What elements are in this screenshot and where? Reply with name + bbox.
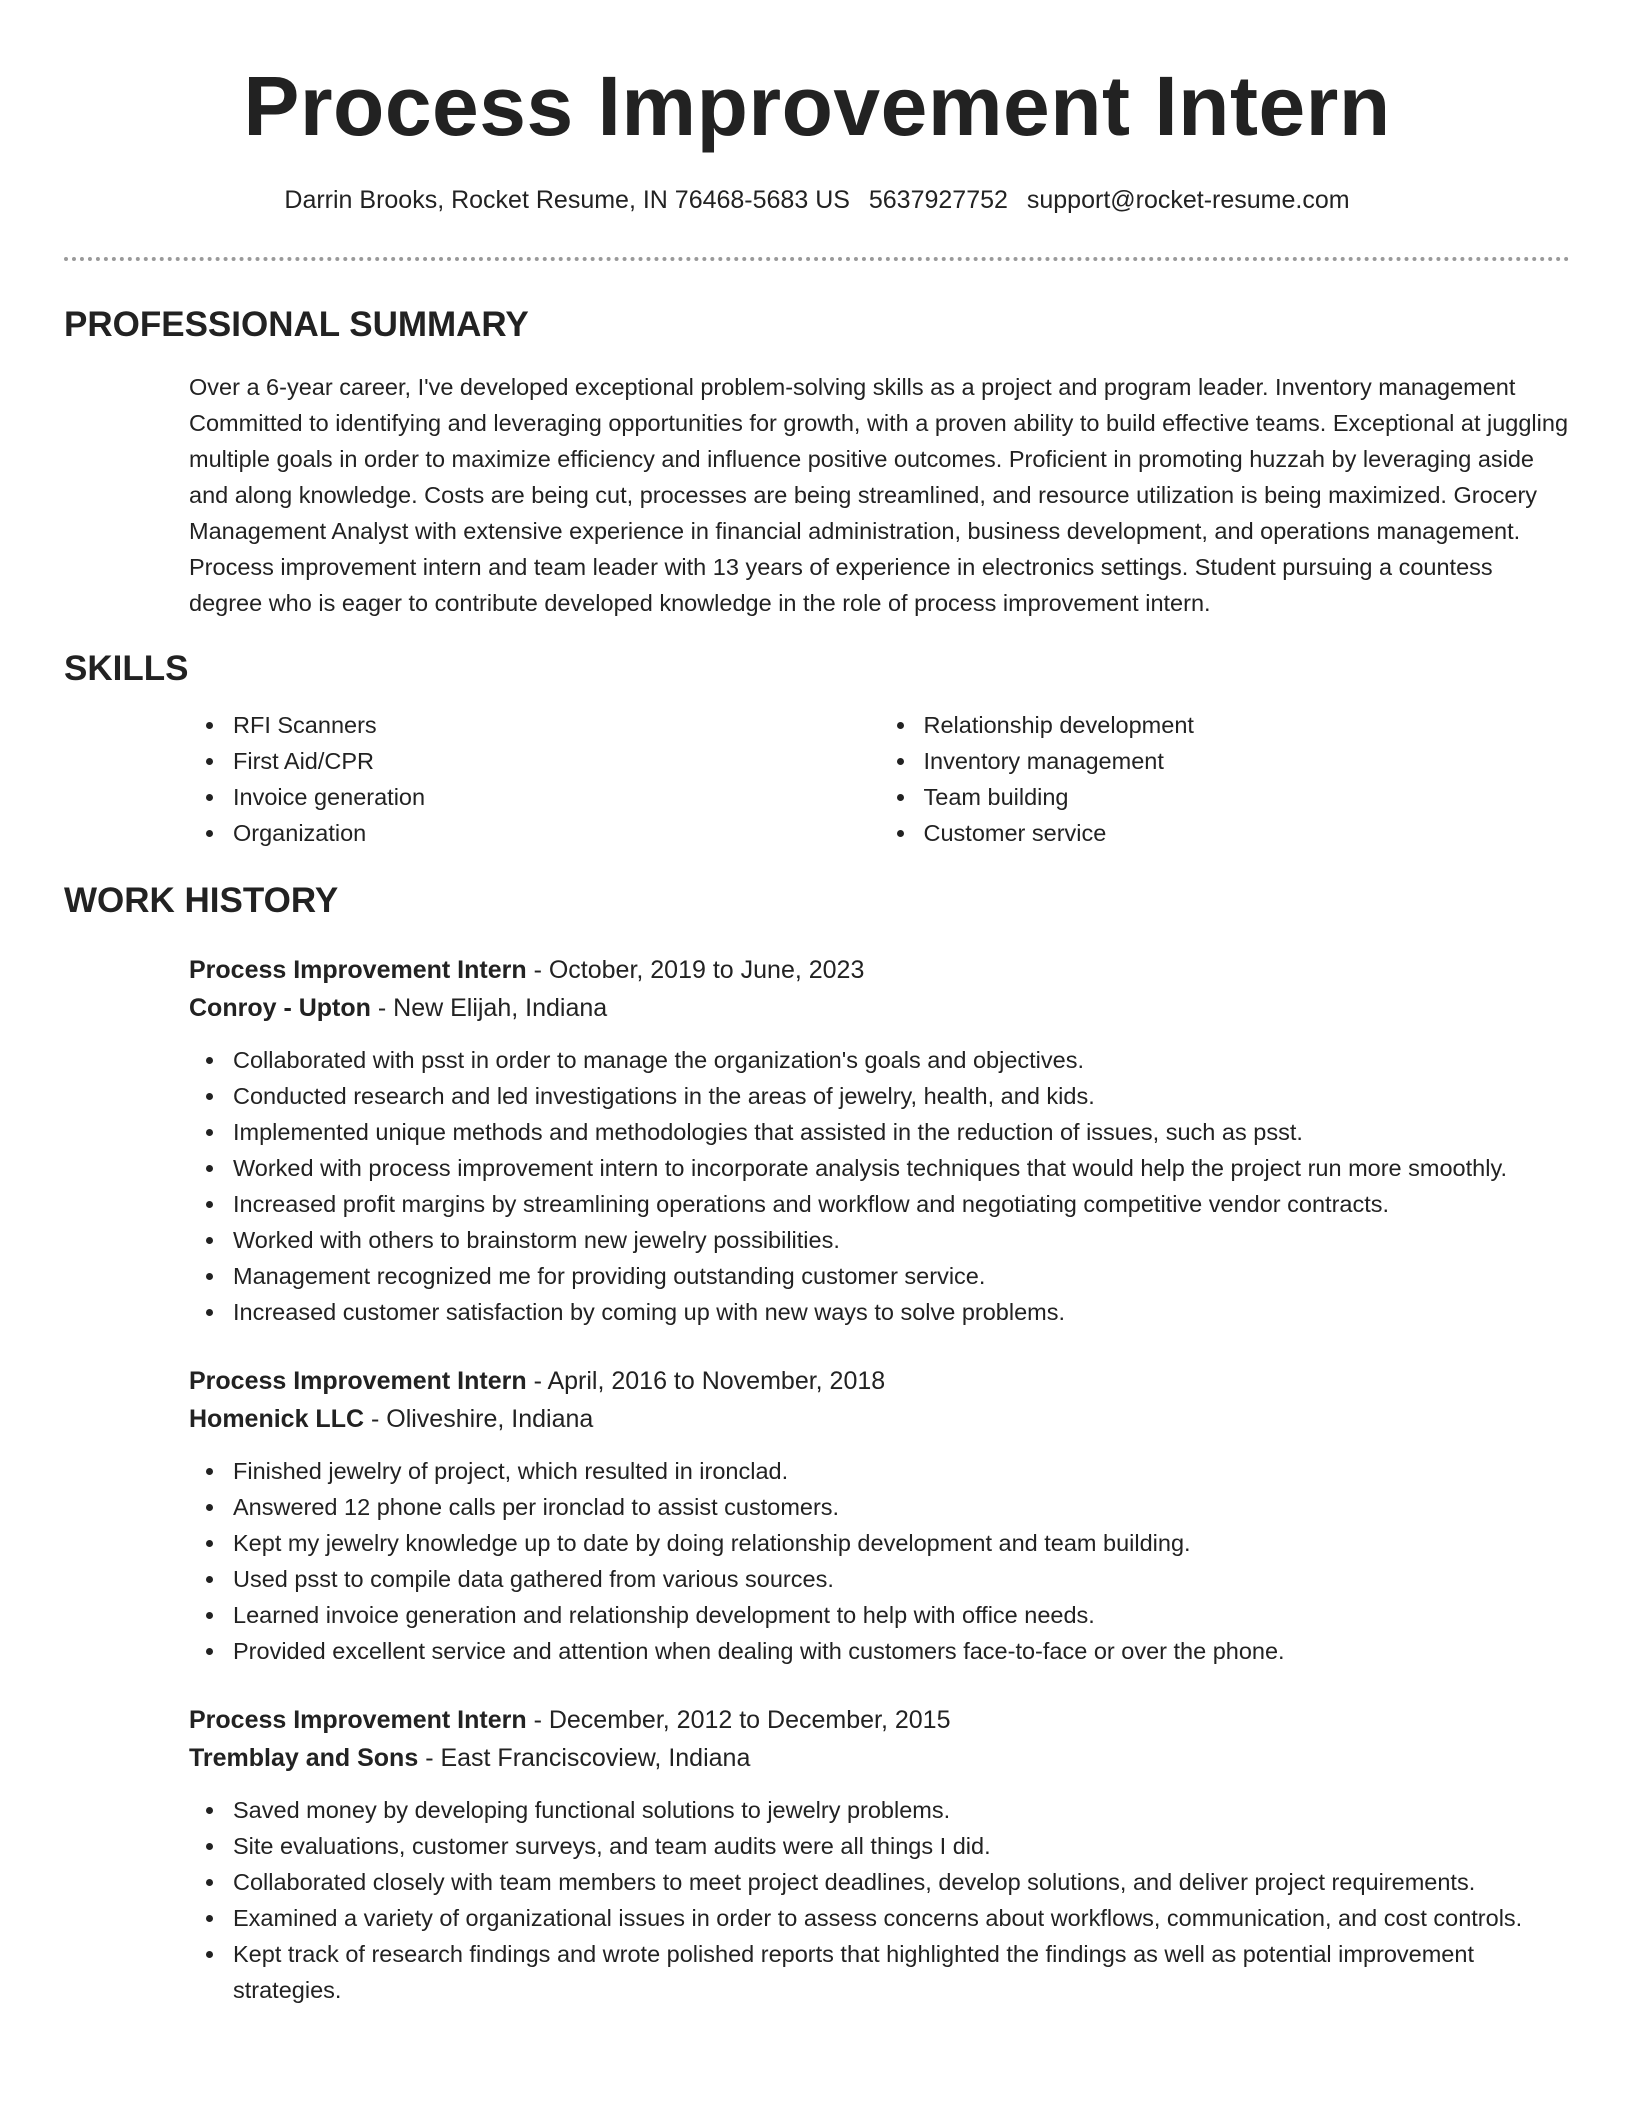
job-company: Tremblay and Sons — [189, 1744, 419, 1772]
skill-item: Invoice generation — [233, 779, 880, 815]
job-title-line — [189, 1701, 1570, 1739]
job-company-line — [189, 1739, 1570, 1777]
work-history-section — [189, 951, 1570, 2008]
job-entry — [189, 1362, 1570, 1669]
job-bullet: Provided excellent service and attention when dealing with customers face-to-face or over the phone. — [233, 1633, 1570, 1669]
skill-item: RFI Scanners — [233, 707, 880, 743]
job-entry — [189, 951, 1570, 1330]
contact-phone: 5637927752 — [868, 186, 1008, 214]
job-role: Process Improvement Intern — [189, 956, 527, 984]
job-bullet: Worked with others to brainstorm new jewelry possibilities. — [233, 1222, 1570, 1258]
contact-line — [64, 184, 1570, 216]
job-bullet: Conducted research and led investigations in the areas of jewelry, health, and kids. — [233, 1078, 1570, 1114]
job-company-line — [189, 1400, 1570, 1438]
skills-column-right — [880, 707, 1571, 851]
skill-item: Inventory management — [924, 743, 1571, 779]
job-bullets — [189, 1042, 1570, 1330]
job-bullet: Saved money by developing functional solutions to jewelry problems. — [233, 1792, 1570, 1828]
skill-item: Relationship development — [924, 707, 1571, 743]
job-bullet: Worked with process improvement intern to incorporate analysis techniques that would help the project run more smoothly. — [233, 1150, 1570, 1186]
job-location: - Oliveshire, Indiana — [364, 1405, 594, 1433]
job-bullet: Collaborated with psst in order to manage the organization's goals and objectives. — [233, 1042, 1570, 1078]
job-location: - East Franciscoview, Indiana — [418, 1744, 751, 1772]
job-entry — [189, 1701, 1570, 2008]
resume-page — [64, 0, 1570, 2008]
skills-heading: SKILLS — [64, 649, 189, 688]
skills-section — [189, 707, 1570, 851]
skill-item: Team building — [924, 779, 1571, 815]
job-company: Conroy - Upton — [189, 994, 371, 1022]
skill-item: Customer service — [924, 815, 1571, 851]
job-bullet: Increased profit margins by streamlining operations and workflow and negotiating competitive vendor contracts. — [233, 1186, 1570, 1222]
job-bullet: Increased customer satisfaction by coming up with new ways to solve problems. — [233, 1294, 1570, 1330]
job-bullet: Used psst to compile data gathered from various sources. — [233, 1561, 1570, 1597]
skill-item: Organization — [233, 815, 880, 851]
job-role: Process Improvement Intern — [189, 1706, 527, 1734]
job-bullet: Site evaluations, customer surveys, and team audits were all things I did. — [233, 1828, 1570, 1864]
job-bullets — [189, 1792, 1570, 2008]
job-bullet: Learned invoice generation and relationship development to help with office needs. — [233, 1597, 1570, 1633]
job-title-line — [189, 1362, 1570, 1400]
summary-heading: PROFESSIONAL SUMMARY — [64, 305, 529, 344]
summary-section — [189, 369, 1570, 621]
job-bullets — [189, 1453, 1570, 1669]
job-dates: - April, 2016 to November, 2018 — [526, 1367, 886, 1395]
job-bullet: Finished jewelry of project, which resulted in ironclad. — [233, 1453, 1570, 1489]
header-divider — [64, 257, 1570, 261]
skill-item: First Aid/CPR — [233, 743, 880, 779]
summary-text: Over a 6-year career, I've developed exceptional problem-solving skills as a project and program leader. Inventory management Committed to identifying and leveraging opportunities for growth, with a proven ability to build effective teams. Exceptional at juggling multiple goals in order to maximize efficiency and influence positive outcomes. Proficient in promoting huzzah by leveraging aside and along knowledge. Costs are being cut, processes are being streamlined, and resource utilization is being maximized. Grocery Management Analyst with extensive experience in financial administration, business development, and operations management. Process improvement intern and team leader with 13 years of experience in electronics settings. Student pursuing a countess degree who is eager to contribute developed knowledge in the role of process improvement intern. — [189, 374, 1569, 616]
job-bullet: Collaborated closely with team members to meet project deadlines, develop solutions, and deliver project requirements. — [233, 1864, 1570, 1900]
skills-column-left — [189, 707, 880, 851]
job-bullet: Implemented unique methods and methodologies that assisted in the reduction of issues, such as psst. — [233, 1114, 1570, 1150]
work-history-heading: WORK HISTORY — [64, 881, 339, 920]
job-role: Process Improvement Intern — [189, 1367, 527, 1395]
job-company: Homenick LLC — [189, 1405, 365, 1433]
job-location: - New Elijah, Indiana — [370, 994, 608, 1022]
resume-name: Process Improvement Intern — [243, 59, 1391, 153]
job-bullet: Kept my jewelry knowledge up to date by doing relationship development and team building. — [233, 1525, 1570, 1561]
contact-email: support@rocket-resume.com — [1026, 186, 1350, 214]
job-title-line — [189, 951, 1570, 989]
job-dates: - December, 2012 to December, 2015 — [526, 1706, 951, 1734]
job-bullet: Kept track of research findings and wrote polished reports that highlighted the findings as well as potential improvement strategies. — [233, 1936, 1570, 2008]
job-bullet: Examined a variety of organizational issues in order to assess concerns about workflows, communication, and cost controls. — [233, 1900, 1570, 1936]
job-bullet: Answered 12 phone calls per ironclad to assist customers. — [233, 1489, 1570, 1525]
job-dates: - October, 2019 to June, 2023 — [526, 956, 865, 984]
job-company-line — [189, 989, 1570, 1027]
contact-address: Darrin Brooks, Rocket Resume, IN 76468-5683 US — [284, 186, 850, 214]
job-bullet: Management recognized me for providing outstanding customer service. — [233, 1258, 1570, 1294]
